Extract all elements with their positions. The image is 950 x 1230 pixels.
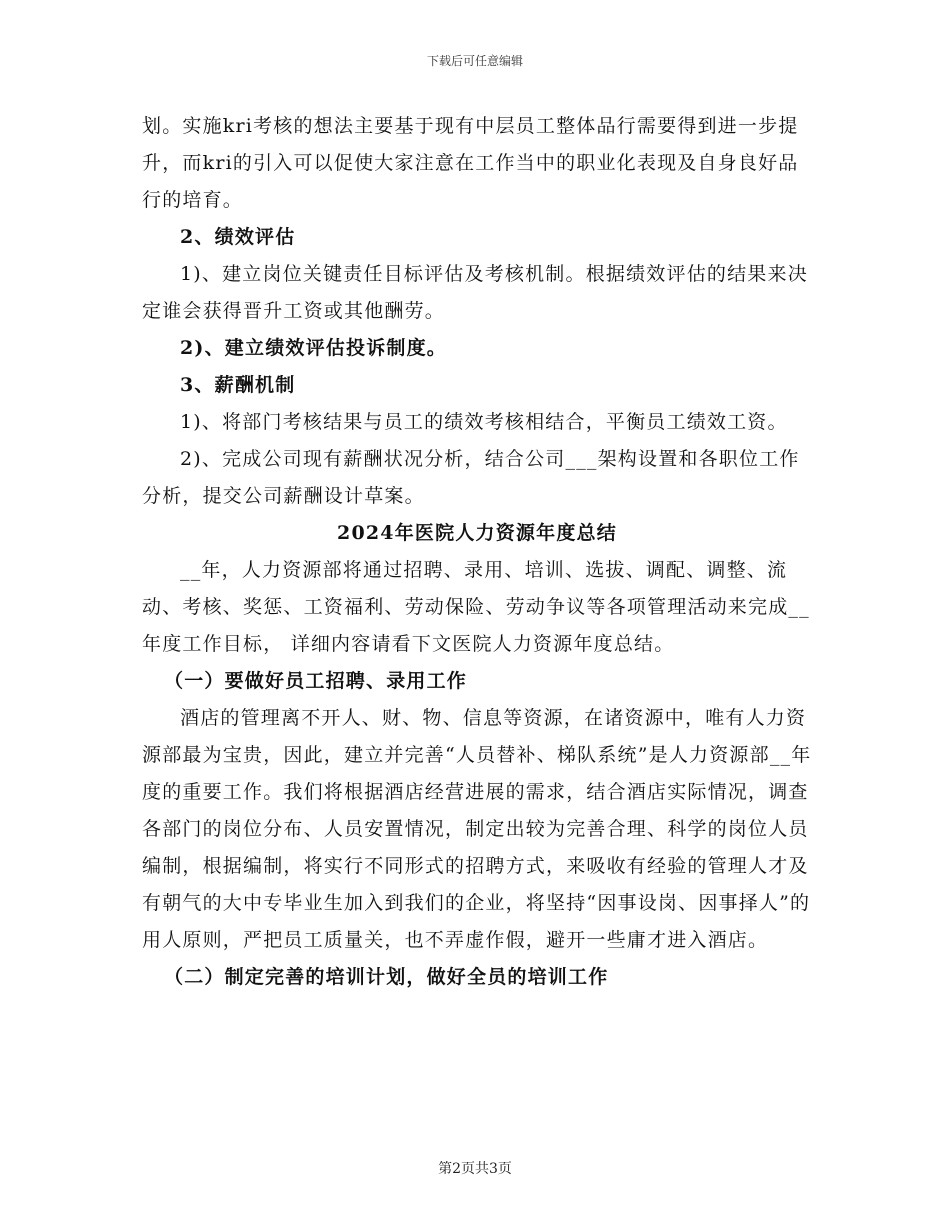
paragraph-complaint-system: 2)、建立绩效评估投诉制度。 [180,337,448,359]
heading-performance-evaluation: 2、绩效评估 [180,226,296,248]
paragraph-salary-combine: 1)、将部门考核结果与员工的绩效考核相结合，平衡员工绩效工资。 [180,411,788,433]
heading-training: （二）制定完善的培训计划，做好全员的培训工作 [164,966,609,988]
section-title: 2024年医院人力资源年度总结 [337,522,617,544]
paragraph-salary-analysis: 2)、完成公司现有薪酬状况分析，结合公司___架构设置和各职位工作分析，提交公司薪酬设计草案。 [142,448,800,507]
heading-recruitment: （一）要做好员工招聘、录用工作 [164,670,468,692]
paragraph-kri: 划。实施kri考核的想法主要基于现有中层员工整体品行需要得到进一步提升，而kri的引入可以促使大家注意在工作当中的职业化表现及自身良好品行的培育。 [142,115,799,211]
document-body [142,108,812,996]
paragraph-intro: __年，人力资源部将通过招聘、录用、培训、选拔、调配、调整、流动、考核、奖惩、工资福利、劳动保险、劳动争议等各项管理活动来完成__年度工作目标， 详细内容请看下文医院人力资源年度总结。 [142,559,810,655]
paragraph-recruitment: 酒店的管理离不开人、财、物、信息等资源，在诸资源中，唯有人力资源部最为宝贵，因此，建立并完善“人员替补、梯队系统”是人力资源部__年度的重要工作。我们将根据酒店经营进展的需求，结合酒店实际情况，调查各部门的岗位分布、人员安置情况，制定出较为完善合理、科学的岗位人员编制，根据编制，将实行不同形式的招聘方式，来吸收有经验的管理人才及有朝气的大中专毕业生加入到我们的企业，将坚持“因事设岗、因事择人”的用人原则，严把员工质量关，也不弄虚作假，避开一些庸才进入酒店。 [142,707,812,951]
heading-salary-mechanism: 3、薪酬机制 [180,374,296,396]
page-header: 下载后可任意编辑 [426,54,523,68]
page-footer: 第2页共3页 [438,1161,512,1177]
paragraph-evaluation-mechanism: 1)、建立岗位关键责任目标评估及考核机制。根据绩效评估的结果来决定谁会获得晋升工资或其他酬劳。 [142,263,808,322]
